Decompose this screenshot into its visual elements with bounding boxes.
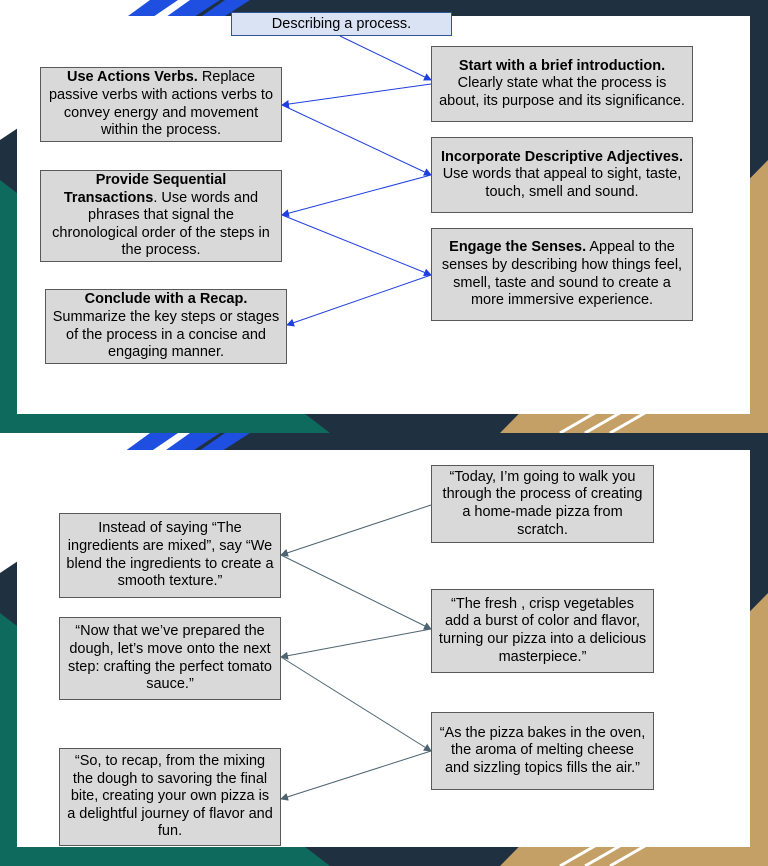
step-senses-heading: Engage the Senses. [449,239,587,256]
step-box-transactions [40,170,282,262]
example-box-bakes [431,712,654,790]
example-blend-text: Instead of saying “The ingredients are mixed”, say “We blend the ingredients to create a smooth texture.” [66,520,274,590]
step-recap-text: Summarize the key steps or stages of the process in a concise and engaging manner. [52,308,280,361]
step-intro-text: Clearly state what the process is about, its purpose and its significance. [439,75,685,109]
step-adjectives-text: Use words that appeal to sight, taste, touch, smell and sound. [442,166,682,200]
example-today-text: “Today, I’m going to walk you through the process of creating a home-made pizza from scratch. [442,468,643,538]
step-box-senses [431,228,693,321]
step-recap-heading: Conclude with a Recap. [84,291,248,308]
step-box-recap [45,289,287,364]
step-verbs-heading: Use Actions Verbs. [66,69,198,86]
step-box-intro [431,46,693,122]
slide-2 [0,433,768,866]
example-vegetables-text: “The fresh , crisp vegetables add a burst of color and flavor, turning our pizza into a delicious masterpiece.” [438,595,647,665]
step-box-verbs [40,67,282,142]
example-box-recap [59,748,281,846]
step-transactions-heading: Provide Sequential Transactions [63,172,227,206]
example-box-vegetables [431,589,654,673]
example-bakes-text: “As the pizza bakes in the oven, the aroma of melting cheese and sizzling topics fills the air.” [439,724,646,776]
example-box-dough [59,617,281,700]
diagram-title-text: Describing a process. [271,16,412,32]
step-adjectives-heading: Incorporate Descriptive Adjectives. [440,148,684,165]
example-recap-text: “So, to recap, from the mixing the dough to savoring the final bite, creating your own pizza is a delightful journey of flavor and fun. [67,753,273,840]
step-transactions-text: . Use words and phrases that signal the chronological order of the steps in the process. [52,189,270,259]
diagram-title [231,12,452,36]
example-box-today [431,465,654,543]
step-senses-text: Appeal to the senses by describing how things feel, smell, taste and sound to create a more immersive experience. [441,239,683,309]
example-dough-text: “Now that we’ve prepared the dough, let’s move onto the next step: crafting the perfect tomato sauce.” [68,623,272,693]
step-intro-heading: Start with a brief introduction. [458,57,666,74]
step-box-adjectives [431,137,693,213]
example-box-blend [59,513,281,598]
step-verbs-text: Replace passive verbs with actions verbs to convey energy and movement within the process. [48,69,274,139]
